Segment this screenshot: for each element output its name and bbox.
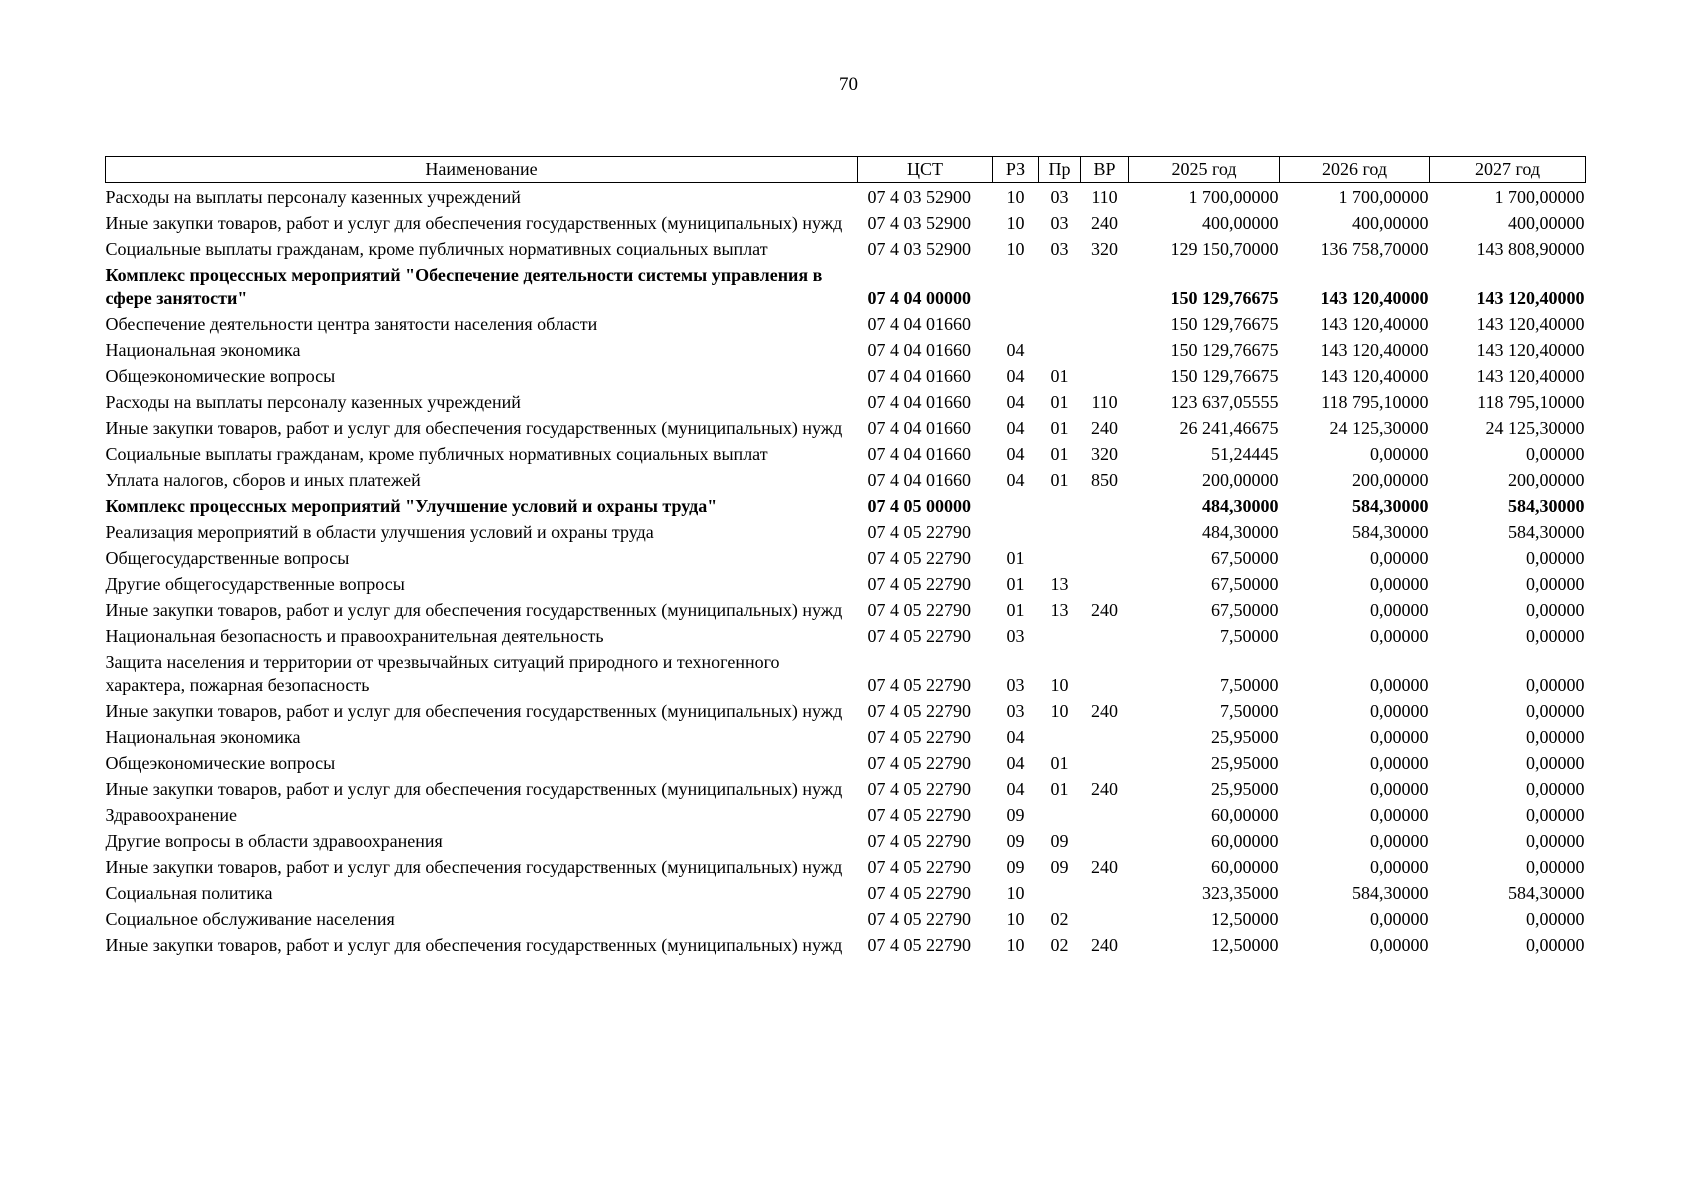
row-name: Национальная экономика (105, 727, 301, 747)
row-pr: 13 (1050, 600, 1069, 620)
row-amount-2027: 24 125,30000 (1485, 418, 1585, 438)
column-header-2026: 2026 год (1280, 157, 1430, 183)
row-pr: 01 (1050, 470, 1069, 490)
row-vr (1081, 492, 1129, 518)
row-cst: 07 4 05 22790 (867, 883, 971, 903)
row-vr (1081, 310, 1129, 336)
row-name: Социальные выплаты гражданам, кроме публичных нормативных социальных выплат (105, 444, 768, 464)
row-amount-2027: 0,00000 (1526, 444, 1585, 464)
row-pr: 01 (1050, 753, 1069, 773)
row-amount-2025: 12,50000 (1211, 909, 1279, 929)
table-row (106, 518, 1586, 544)
row-amount-2027: 0,00000 (1526, 831, 1585, 851)
row-amount-2027: 0,00000 (1526, 727, 1585, 747)
row-amount-2025: 7,50000 (1220, 701, 1279, 721)
row-amount-2025: 150 129,76675 (1170, 314, 1279, 334)
row-amount-2025: 51,24445 (1211, 444, 1279, 464)
row-vr (1081, 879, 1129, 905)
row-rz: 09 (1006, 805, 1025, 825)
row-name: Национальная безопасность и правоохранительная деятельность (105, 626, 604, 646)
table-row (106, 931, 1586, 957)
table-row (106, 596, 1586, 622)
row-rz: 04 (1006, 470, 1025, 490)
row-cst: 07 4 04 01660 (867, 392, 971, 412)
row-pr (1039, 801, 1081, 827)
row-name: Социальное обслуживание населения (105, 909, 395, 929)
row-rz (993, 492, 1039, 518)
row-name: Общегосударственные вопросы (105, 548, 350, 568)
table-row (106, 261, 1586, 310)
column-header-cst: ЦСТ (858, 157, 993, 183)
row-amount-2027: 0,00000 (1526, 600, 1585, 620)
row-cst: 07 4 05 22790 (867, 727, 971, 747)
row-amount-2026: 0,00000 (1370, 753, 1429, 773)
table-row (106, 905, 1586, 931)
row-vr (1081, 544, 1129, 570)
row-rz: 03 (1006, 675, 1025, 695)
row-amount-2026: 400,00000 (1352, 213, 1429, 233)
row-amount-2025: 200,00000 (1202, 470, 1279, 490)
row-amount-2027: 0,00000 (1526, 909, 1585, 929)
row-amount-2026: 0,00000 (1370, 935, 1429, 955)
row-rz: 04 (1006, 753, 1025, 773)
row-vr: 110 (1091, 187, 1118, 207)
row-amount-2025: 400,00000 (1202, 213, 1279, 233)
row-name: Национальная экономика (105, 340, 301, 360)
row-amount-2025: 150 129,76675 (1170, 288, 1279, 308)
table-row (106, 827, 1586, 853)
row-pr: 03 (1050, 239, 1069, 259)
row-rz: 03 (1006, 701, 1025, 721)
row-name: Социальная политика (105, 883, 273, 903)
row-cst: 07 4 05 22790 (867, 753, 971, 773)
row-cst: 07 4 05 22790 (867, 548, 971, 568)
row-pr: 13 (1050, 574, 1069, 594)
row-name: Другие вопросы в области здравоохранения (105, 831, 443, 851)
row-vr (1081, 801, 1129, 827)
row-cst: 07 4 05 22790 (867, 600, 971, 620)
row-vr (1081, 570, 1129, 596)
row-vr (1081, 827, 1129, 853)
table-row (106, 310, 1586, 336)
row-vr (1081, 336, 1129, 362)
row-name: Общеэкономические вопросы (105, 366, 336, 386)
row-vr: 240 (1091, 857, 1118, 877)
row-cst: 07 4 04 01660 (867, 366, 971, 386)
row-name: Общеэкономические вопросы (105, 753, 336, 773)
table-row (106, 570, 1586, 596)
row-amount-2027: 143 120,40000 (1476, 314, 1585, 334)
row-rz: 04 (1006, 392, 1025, 412)
row-rz: 09 (1006, 857, 1025, 877)
table-row (106, 544, 1586, 570)
row-vr (1081, 723, 1129, 749)
column-header-2025: 2025 год (1129, 157, 1280, 183)
row-amount-2025: 7,50000 (1220, 626, 1279, 646)
table-row (106, 775, 1586, 801)
row-name: Реализация мероприятий в области улучшения условий и охраны труда (105, 522, 654, 542)
row-pr: 01 (1050, 444, 1069, 464)
column-header-pr: Пр (1039, 157, 1081, 183)
row-cst: 07 4 05 22790 (867, 831, 971, 851)
table-row (106, 853, 1586, 879)
column-header-name: Наименование (106, 157, 858, 183)
row-vr (1081, 749, 1129, 775)
row-amount-2026: 0,00000 (1370, 831, 1429, 851)
row-cst: 07 4 04 01660 (867, 470, 971, 490)
row-pr (1039, 622, 1081, 648)
row-amount-2027: 0,00000 (1526, 574, 1585, 594)
row-pr (1039, 879, 1081, 905)
row-name: Другие общегосударственные вопросы (105, 574, 405, 594)
table-body (106, 183, 1586, 958)
table-row (106, 388, 1586, 414)
row-pr (1039, 261, 1081, 310)
row-pr: 01 (1050, 418, 1069, 438)
row-amount-2025: 25,95000 (1211, 753, 1279, 773)
row-amount-2026: 0,00000 (1370, 675, 1429, 695)
row-cst: 07 4 03 52900 (867, 187, 971, 207)
row-rz: 10 (1006, 187, 1025, 207)
row-name: Расходы на выплаты персоналу казенных учреждений (105, 187, 521, 207)
row-pr: 10 (1050, 675, 1069, 695)
table-row (106, 183, 1586, 210)
row-amount-2027: 0,00000 (1526, 753, 1585, 773)
row-vr: 240 (1091, 701, 1118, 721)
row-amount-2025: 25,95000 (1211, 727, 1279, 747)
row-pr: 02 (1050, 935, 1069, 955)
table-row (106, 466, 1586, 492)
table-row (106, 648, 1586, 697)
row-pr: 09 (1050, 831, 1069, 851)
row-amount-2026: 0,00000 (1370, 779, 1429, 799)
row-amount-2025: 25,95000 (1211, 779, 1279, 799)
row-name: Уплата налогов, сборов и иных платежей (105, 470, 421, 490)
row-cst: 07 4 04 00000 (867, 288, 971, 308)
row-cst: 07 4 04 01660 (867, 418, 971, 438)
row-rz: 10 (1006, 935, 1025, 955)
row-vr (1081, 362, 1129, 388)
row-pr (1039, 492, 1081, 518)
row-amount-2027: 118 795,10000 (1477, 392, 1585, 412)
row-vr: 320 (1091, 239, 1118, 259)
row-amount-2025: 60,00000 (1211, 831, 1279, 851)
row-cst: 07 4 05 22790 (867, 909, 971, 929)
row-rz: 10 (1006, 239, 1025, 259)
row-pr (1039, 544, 1081, 570)
row-cst: 07 4 05 22790 (867, 522, 971, 542)
table-row (106, 879, 1586, 905)
row-pr: 01 (1050, 366, 1069, 386)
row-cst: 07 4 03 52900 (867, 213, 971, 233)
row-name: Комплекс процессных мероприятий "Улучшение условий и охраны труда" (105, 496, 718, 516)
row-rz: 01 (1006, 574, 1025, 594)
row-vr: 240 (1091, 935, 1118, 955)
row-rz (993, 261, 1039, 310)
row-amount-2026: 0,00000 (1370, 574, 1429, 594)
row-amount-2026: 24 125,30000 (1329, 418, 1429, 438)
row-pr: 02 (1050, 909, 1069, 929)
table-row (106, 697, 1586, 723)
row-vr (1081, 622, 1129, 648)
row-vr: 240 (1091, 600, 1118, 620)
table-row (106, 235, 1586, 261)
row-amount-2026: 1 700,00000 (1338, 187, 1429, 207)
row-rz: 10 (1006, 909, 1025, 929)
table-row (106, 749, 1586, 775)
row-rz: 04 (1006, 418, 1025, 438)
column-header-vr: ВР (1081, 157, 1129, 183)
row-cst: 07 4 03 52900 (867, 239, 971, 259)
row-amount-2026: 0,00000 (1370, 548, 1429, 568)
row-amount-2027: 400,00000 (1508, 213, 1585, 233)
table-row (106, 336, 1586, 362)
row-amount-2027: 0,00000 (1526, 935, 1585, 955)
row-amount-2025: 123 637,05555 (1170, 392, 1279, 412)
row-amount-2025: 67,50000 (1211, 548, 1279, 568)
row-pr (1039, 518, 1081, 544)
row-amount-2026: 143 120,40000 (1320, 366, 1429, 386)
row-cst: 07 4 05 22790 (867, 779, 971, 799)
row-amount-2027: 0,00000 (1526, 548, 1585, 568)
row-amount-2027: 584,30000 (1508, 522, 1585, 542)
row-name: Иные закупки товаров, работ и услуг для обеспечения государственных (муниципальных) нужд (105, 935, 843, 955)
row-amount-2027: 0,00000 (1526, 701, 1585, 721)
row-rz: 04 (1006, 444, 1025, 464)
row-vr: 850 (1091, 470, 1118, 490)
row-amount-2025: 484,30000 (1202, 522, 1279, 542)
row-amount-2025: 60,00000 (1211, 857, 1279, 877)
row-cst: 07 4 05 22790 (867, 626, 971, 646)
row-amount-2027: 143 808,90000 (1476, 239, 1585, 259)
row-amount-2027: 0,00000 (1526, 779, 1585, 799)
row-cst: 07 4 05 22790 (867, 805, 971, 825)
row-name: Иные закупки товаров, работ и услуг для обеспечения государственных (муниципальных) нужд (105, 779, 843, 799)
row-amount-2026: 0,00000 (1370, 444, 1429, 464)
row-amount-2025: 150 129,76675 (1170, 366, 1279, 386)
row-rz: 04 (1006, 727, 1025, 747)
row-name: Комплекс процессных мероприятий "Обеспечение деятельности системы управления в сфере занятости" (105, 265, 823, 308)
row-amount-2026: 0,00000 (1370, 909, 1429, 929)
row-amount-2026: 0,00000 (1370, 857, 1429, 877)
row-cst: 07 4 05 22790 (867, 857, 971, 877)
row-name: Иные закупки товаров, работ и услуг для обеспечения государственных (муниципальных) нужд (105, 213, 843, 233)
row-amount-2026: 584,30000 (1352, 496, 1429, 516)
row-rz: 04 (1006, 366, 1025, 386)
table-row (106, 414, 1586, 440)
row-amount-2027: 0,00000 (1526, 626, 1585, 646)
row-cst: 07 4 05 22790 (867, 935, 971, 955)
row-cst: 07 4 05 22790 (867, 701, 971, 721)
row-pr (1039, 336, 1081, 362)
row-amount-2025: 129 150,70000 (1170, 239, 1279, 259)
row-cst: 07 4 05 00000 (867, 496, 971, 516)
row-vr: 110 (1091, 392, 1118, 412)
row-rz: 01 (1006, 548, 1025, 568)
row-name: Расходы на выплаты персоналу казенных учреждений (105, 392, 521, 412)
table-row (106, 209, 1586, 235)
row-rz: 10 (1006, 883, 1025, 903)
row-amount-2025: 67,50000 (1211, 574, 1279, 594)
page-number: 70 (839, 74, 858, 95)
row-amount-2026: 584,30000 (1352, 522, 1429, 542)
row-amount-2026: 143 120,40000 (1320, 340, 1429, 360)
row-vr: 320 (1091, 444, 1118, 464)
row-amount-2027: 584,30000 (1508, 883, 1585, 903)
row-rz: 04 (1006, 340, 1025, 360)
row-rz (993, 518, 1039, 544)
row-rz: 03 (1006, 626, 1025, 646)
row-amount-2025: 323,35000 (1202, 883, 1279, 903)
row-amount-2027: 0,00000 (1526, 805, 1585, 825)
table-header (106, 157, 1586, 183)
row-pr: 01 (1050, 392, 1069, 412)
row-cst: 07 4 05 22790 (867, 574, 971, 594)
table-row (106, 440, 1586, 466)
row-pr: 03 (1050, 213, 1069, 233)
row-vr: 240 (1091, 779, 1118, 799)
row-amount-2025: 7,50000 (1220, 675, 1279, 695)
row-amount-2025: 60,00000 (1211, 805, 1279, 825)
row-name: Иные закупки товаров, работ и услуг для обеспечения государственных (муниципальных) нужд (105, 857, 843, 877)
table-row (106, 492, 1586, 518)
table-row (106, 801, 1586, 827)
row-rz (993, 310, 1039, 336)
row-name: Обеспечение деятельности центра занятости населения области (105, 314, 598, 334)
row-amount-2027: 0,00000 (1526, 857, 1585, 877)
row-vr (1081, 905, 1129, 931)
row-cst: 07 4 04 01660 (867, 340, 971, 360)
row-amount-2027: 143 120,40000 (1476, 366, 1585, 386)
row-vr (1081, 648, 1129, 697)
row-vr: 240 (1091, 418, 1118, 438)
row-amount-2026: 143 120,40000 (1320, 314, 1429, 334)
row-amount-2025: 484,30000 (1202, 496, 1279, 516)
row-rz: 10 (1006, 213, 1025, 233)
row-name: Здравоохранение (105, 805, 238, 825)
row-rz: 04 (1006, 779, 1025, 799)
row-cst: 07 4 04 01660 (867, 314, 971, 334)
table-row (106, 622, 1586, 648)
row-pr: 03 (1050, 187, 1069, 207)
table-row (106, 362, 1586, 388)
row-vr: 240 (1091, 213, 1118, 233)
row-pr: 09 (1050, 857, 1069, 877)
table-row (106, 723, 1586, 749)
row-amount-2027: 200,00000 (1508, 470, 1585, 490)
column-header-rz: РЗ (993, 157, 1039, 183)
row-pr (1039, 310, 1081, 336)
row-rz: 09 (1006, 831, 1025, 851)
row-amount-2026: 136 758,70000 (1320, 239, 1429, 259)
row-vr (1081, 518, 1129, 544)
row-amount-2026: 0,00000 (1370, 701, 1429, 721)
row-name: Социальные выплаты гражданам, кроме публичных нормативных социальных выплат (105, 239, 768, 259)
row-amount-2026: 118 795,10000 (1321, 392, 1429, 412)
row-amount-2025: 67,50000 (1211, 600, 1279, 620)
row-rz: 01 (1006, 600, 1025, 620)
row-amount-2027: 0,00000 (1526, 675, 1585, 695)
row-amount-2026: 0,00000 (1370, 727, 1429, 747)
row-amount-2026: 584,30000 (1352, 883, 1429, 903)
row-amount-2025: 150 129,76675 (1170, 340, 1279, 360)
row-name: Защита населения и территории от чрезвычайных ситуаций природного и техногенного характера, пожарная безопасность (105, 652, 780, 695)
row-pr: 01 (1050, 779, 1069, 799)
row-amount-2025: 1 700,00000 (1188, 187, 1279, 207)
row-amount-2026: 200,00000 (1352, 470, 1429, 490)
row-amount-2027: 143 120,40000 (1476, 340, 1585, 360)
row-amount-2026: 0,00000 (1370, 626, 1429, 646)
budget-table (105, 156, 1586, 957)
row-amount-2027: 143 120,40000 (1476, 288, 1585, 308)
row-amount-2026: 143 120,40000 (1320, 288, 1429, 308)
row-amount-2025: 12,50000 (1211, 935, 1279, 955)
row-amount-2025: 26 241,46675 (1179, 418, 1279, 438)
row-name: Иные закупки товаров, работ и услуг для обеспечения государственных (муниципальных) нужд (105, 600, 843, 620)
row-pr (1039, 723, 1081, 749)
row-amount-2027: 584,30000 (1508, 496, 1585, 516)
row-amount-2026: 0,00000 (1370, 600, 1429, 620)
row-cst: 07 4 05 22790 (867, 675, 971, 695)
row-amount-2026: 0,00000 (1370, 805, 1429, 825)
row-pr: 10 (1050, 701, 1069, 721)
column-header-2027: 2027 год (1430, 157, 1586, 183)
row-vr (1081, 261, 1129, 310)
row-name: Иные закупки товаров, работ и услуг для обеспечения государственных (муниципальных) нужд (105, 701, 843, 721)
row-cst: 07 4 04 01660 (867, 444, 971, 464)
row-amount-2027: 1 700,00000 (1494, 187, 1585, 207)
row-name: Иные закупки товаров, работ и услуг для обеспечения государственных (муниципальных) нужд (105, 418, 843, 438)
